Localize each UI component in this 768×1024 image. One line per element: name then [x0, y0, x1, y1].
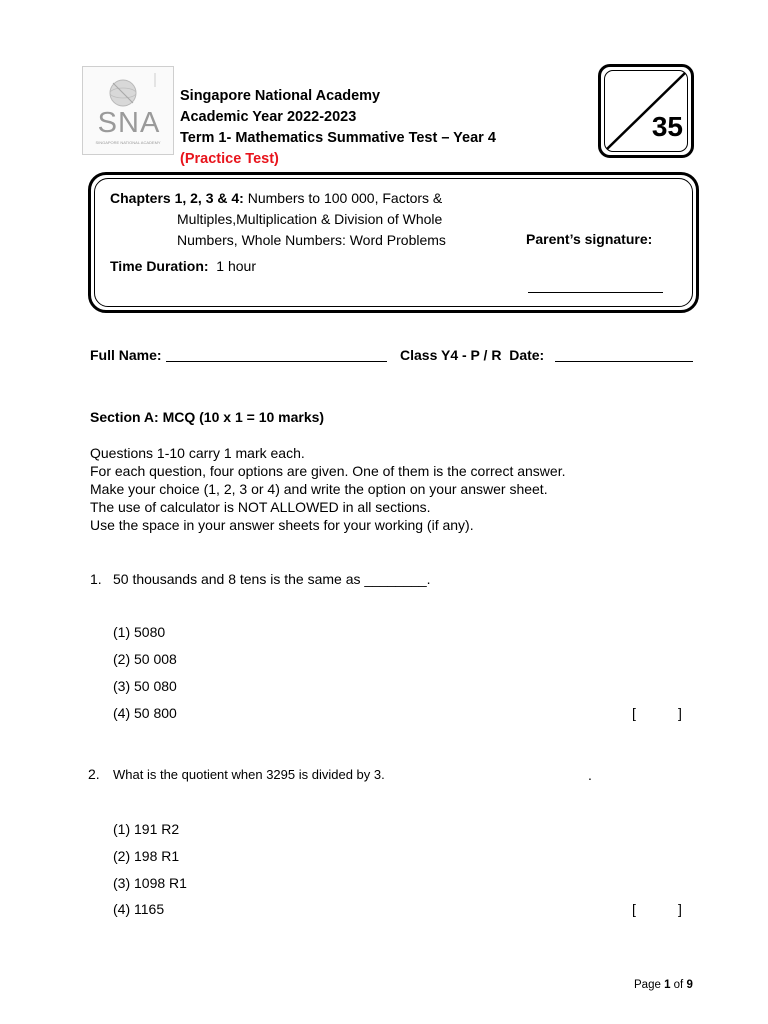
practice-label: (Practice Test): [180, 151, 279, 167]
option-item: (1) 191 R2: [113, 821, 180, 837]
full-name-field[interactable]: [166, 361, 387, 362]
answer-bracket-open: [: [632, 901, 636, 917]
answer-bracket-close: ]: [678, 705, 682, 721]
logo-text: SNA: [97, 107, 161, 139]
instruction-line: Use the space in your answer sheets for your working (if any).: [90, 517, 474, 533]
answer-bracket-close: ]: [678, 901, 682, 917]
chapters-label: Chapters 1, 2, 3 & 4:: [110, 190, 244, 206]
score-box: [598, 64, 694, 158]
option-item: (2) 198 R1: [113, 848, 180, 864]
chapters-line-1: [110, 190, 442, 206]
option-item: (4) 50 800: [113, 705, 177, 721]
instruction-line: Questions 1-10 carry 1 mark each.: [90, 445, 305, 461]
question-text: What is the quotient when 3295 is divided by 3.: [113, 767, 385, 782]
page-total: 9: [686, 979, 693, 991]
page-number: [634, 979, 693, 991]
full-name-label: Full Name:: [90, 347, 162, 363]
question-number: 1.: [90, 571, 102, 587]
option-item: (2) 50 008: [113, 651, 177, 667]
time-value: 1 hour: [208, 258, 257, 274]
signature-line[interactable]: [528, 292, 663, 293]
class-date-label: Class Y4 - P / R Date:: [400, 347, 545, 363]
question-text: 50 thousands and 8 tens is the same as ________.: [113, 571, 431, 587]
page-prefix: Page: [634, 979, 665, 991]
option-item: (3) 50 080: [113, 678, 177, 694]
question-number: 2.: [88, 766, 100, 782]
answer-bracket-open: [: [632, 705, 636, 721]
question-trailing: .: [588, 767, 592, 783]
school-name: Singapore National Academy: [180, 88, 381, 104]
instruction-line: Make your choice (1, 2, 3 or 4) and write the option on your answer sheet.: [90, 481, 548, 497]
option-item: (3) 1098 R1: [113, 875, 187, 891]
option-item: (4) 1165: [113, 901, 165, 917]
chapters-line-3: Numbers, Whole Numbers: Word Problems: [177, 232, 446, 248]
chapters-line-2: Multiples,Multiplication & Division of Whole: [177, 211, 443, 227]
page-of: of: [670, 979, 687, 991]
chapters-text-1: Numbers to 100 000, Factors &: [243, 190, 443, 206]
option-item: (1) 5080: [113, 624, 166, 640]
instruction-line: For each question, four options are given. One of them is the correct answer.: [90, 463, 566, 479]
test-title: Term 1- Mathematics Summative Test – Year 4: [180, 130, 496, 146]
score-total: 35: [651, 111, 683, 142]
instruction-line: The use of calculator is NOT ALLOWED in all sections.: [90, 499, 431, 515]
time-label: Time Duration:: [110, 258, 209, 274]
date-field[interactable]: [555, 361, 693, 362]
time-duration: [110, 258, 256, 274]
logo-subtext: SINGAPORE NATIONAL ACADEMY: [95, 140, 161, 145]
page-current: 1: [664, 979, 671, 991]
school-logo: [82, 66, 174, 155]
academic-year: Academic Year 2022-2023: [180, 109, 357, 125]
parent-signature-label: Parent’s signature:: [526, 231, 653, 247]
section-a-title: Section A: MCQ (10 x 1 = 10 marks): [90, 409, 325, 425]
